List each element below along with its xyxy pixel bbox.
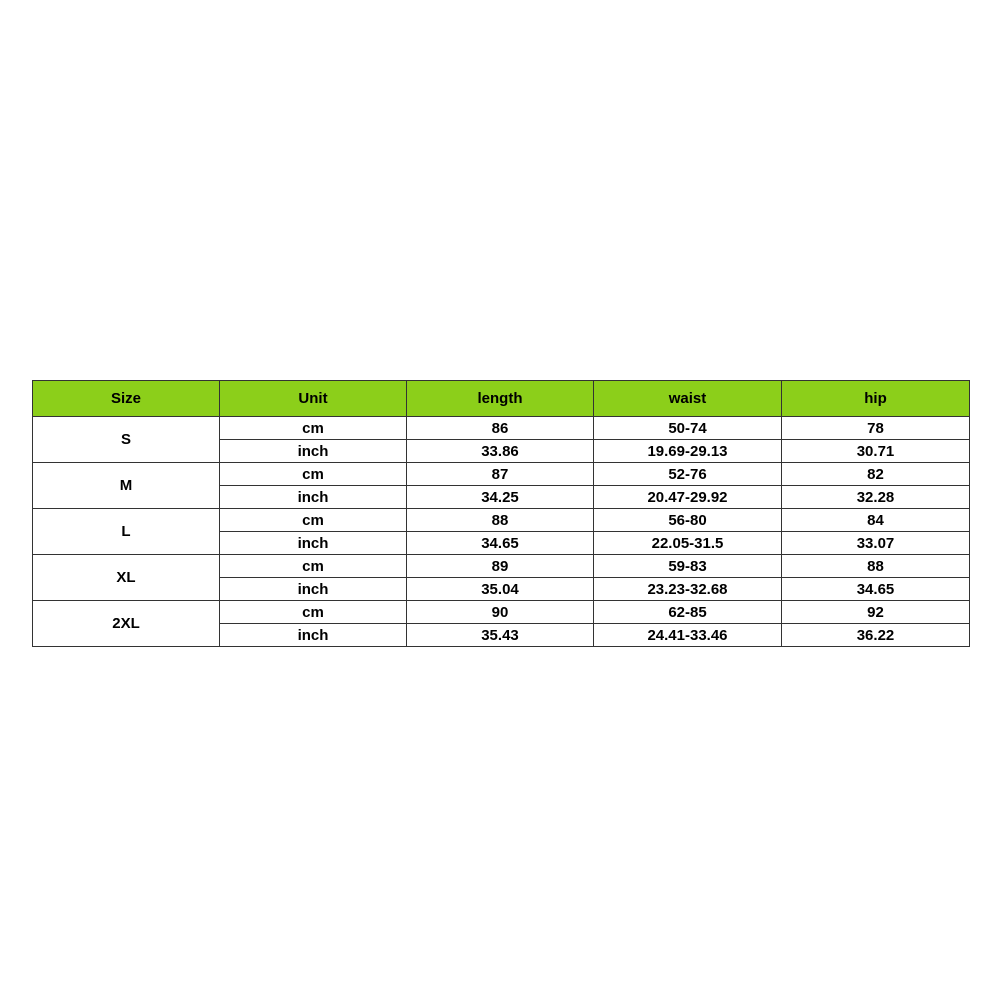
length-cell: 35.04 [407,578,594,601]
length-cell: 34.65 [407,532,594,555]
unit-cell: inch [220,486,407,509]
unit-cell: inch [220,578,407,601]
waist-cell: 52-76 [594,463,782,486]
hip-cell: 30.71 [782,440,970,463]
hip-cell: 88 [782,555,970,578]
length-cell: 35.43 [407,624,594,647]
waist-cell: 50-74 [594,417,782,440]
waist-cell: 19.69-29.13 [594,440,782,463]
hip-cell: 32.28 [782,486,970,509]
unit-cell: cm [220,555,407,578]
header-row [33,381,970,417]
hip-cell: 92 [782,601,970,624]
unit-cell: cm [220,601,407,624]
waist-cell: 22.05-31.5 [594,532,782,555]
size-cell: S [33,417,220,463]
waist-cell: 23.23-32.68 [594,578,782,601]
unit-cell: inch [220,440,407,463]
size-cell: M [33,463,220,509]
unit-cell: cm [220,417,407,440]
length-cell: 34.25 [407,486,594,509]
size-cell: 2XL [33,601,220,647]
waist-cell: 59-83 [594,555,782,578]
table-row [33,417,970,440]
table-row [33,509,970,532]
header-waist: waist [594,381,782,417]
hip-cell: 78 [782,417,970,440]
hip-cell: 34.65 [782,578,970,601]
table-row [33,601,970,624]
length-cell: 33.86 [407,440,594,463]
unit-cell: inch [220,532,407,555]
hip-cell: 82 [782,463,970,486]
length-cell: 89 [407,555,594,578]
size-chart-table [32,380,970,647]
table-row [33,463,970,486]
header-unit: Unit [220,381,407,417]
header-length: length [407,381,594,417]
unit-cell: cm [220,463,407,486]
waist-cell: 62-85 [594,601,782,624]
hip-cell: 36.22 [782,624,970,647]
waist-cell: 20.47-29.92 [594,486,782,509]
header-size: Size [33,381,220,417]
hip-cell: 33.07 [782,532,970,555]
waist-cell: 24.41-33.46 [594,624,782,647]
length-cell: 90 [407,601,594,624]
table-row [33,555,970,578]
length-cell: 87 [407,463,594,486]
length-cell: 86 [407,417,594,440]
unit-cell: inch [220,624,407,647]
unit-cell: cm [220,509,407,532]
length-cell: 88 [407,509,594,532]
size-cell: XL [33,555,220,601]
table-header [33,381,970,417]
header-hip: hip [782,381,970,417]
hip-cell: 84 [782,509,970,532]
waist-cell: 56-80 [594,509,782,532]
size-cell: L [33,509,220,555]
table-body [33,417,970,647]
